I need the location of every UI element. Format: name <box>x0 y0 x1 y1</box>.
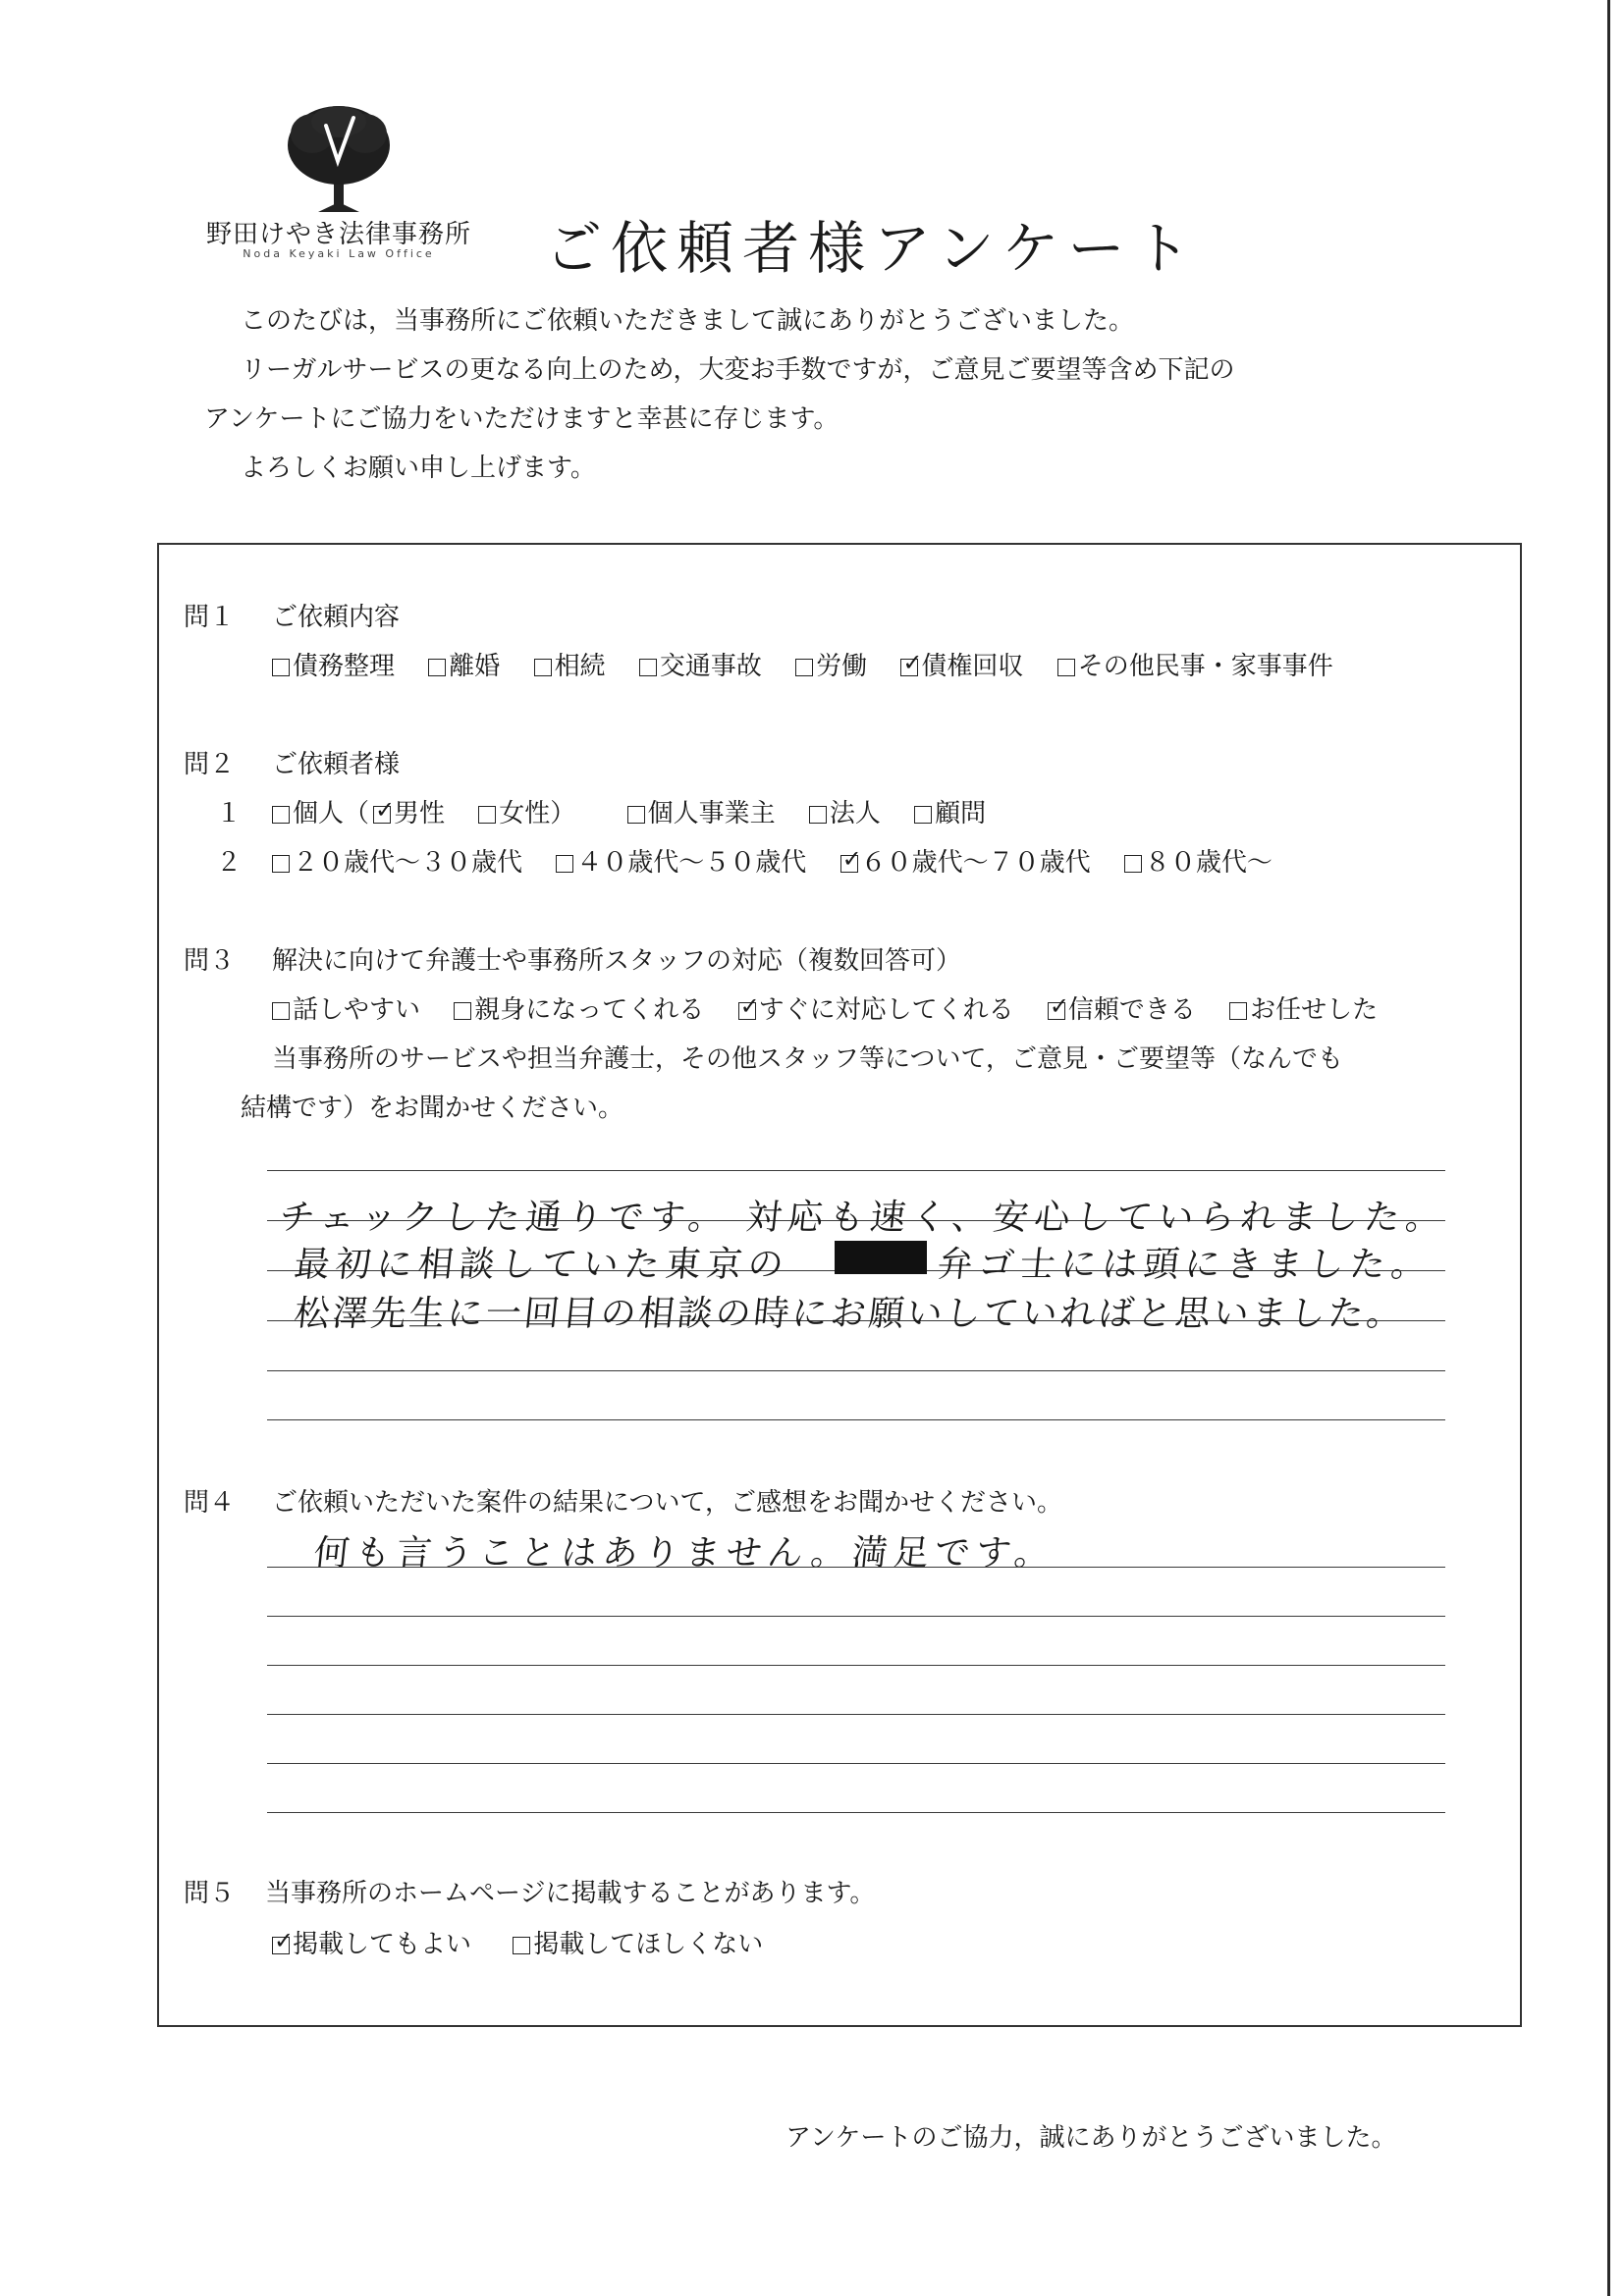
option-label: 個人事業主 <box>647 799 776 828</box>
handwritten-answer: 何も言うことはありません。満足です。 <box>311 1533 1058 1574</box>
redaction-bar <box>835 1241 927 1274</box>
option-label: ８０歳代～ <box>1144 848 1272 878</box>
option-label: 相続 <box>554 652 606 681</box>
handwritten-answer-line: 最初に相談していた東京の <box>292 1245 791 1285</box>
q2-row2-number: ２ <box>216 848 243 878</box>
q2-male[interactable] <box>373 793 445 829</box>
option-label: 労働 <box>816 652 868 681</box>
intro-line: よろしくお願い申し上げます。 <box>241 454 596 483</box>
q1-option[interactable] <box>534 646 606 682</box>
option-label: 債務整理 <box>293 652 396 681</box>
tree-logo-icon <box>283 104 395 214</box>
q1-option[interactable] <box>1057 646 1333 682</box>
option-label: 個人（ <box>293 799 370 828</box>
q2-age-option[interactable] <box>272 842 522 879</box>
q2-age-option[interactable] <box>840 842 1091 879</box>
checkbox[interactable] <box>1124 855 1142 873</box>
page-edge <box>1607 0 1610 2296</box>
q1-option[interactable] <box>900 646 1023 682</box>
q2-corp[interactable] <box>809 793 881 829</box>
option-label: 法人 <box>829 799 881 828</box>
q2-age-option[interactable] <box>556 842 806 879</box>
checkbox-checked[interactable] <box>900 659 918 676</box>
answer-rule <box>267 1665 1445 1666</box>
intro-line: このたびは，当事務所にご依頼いただきまして誠にありがとうございました。 <box>241 306 1135 336</box>
q2-individual[interactable] <box>272 793 369 829</box>
q1-option[interactable] <box>795 646 867 682</box>
option-label: その他民事・家事事件 <box>1077 652 1333 681</box>
option-label: お任せした <box>1250 995 1379 1025</box>
footer-thanks: アンケートのご協力，誠にありがとうございました。 <box>785 2123 1397 2153</box>
logo-subtitle: Noda Keyaki Law Office <box>243 247 435 260</box>
q3-number: 問３ <box>184 946 236 976</box>
option-label: 離婚 <box>449 652 501 681</box>
checkbox[interactable] <box>1229 1002 1247 1020</box>
checkbox-checked[interactable] <box>738 1002 756 1020</box>
answer-rule <box>267 1763 1445 1764</box>
q5-label: 当事務所のホームページに掲載することがあります。 <box>265 1879 876 1908</box>
checkbox[interactable] <box>795 659 813 676</box>
intro-line: アンケートにご協力をいただけますと幸甚に存じます。 <box>204 404 839 434</box>
answer-rule <box>267 1714 1445 1715</box>
q3-option[interactable] <box>272 989 420 1026</box>
checkbox[interactable] <box>272 1002 290 1020</box>
option-label: 親身になってくれる <box>474 995 705 1025</box>
checkbox[interactable] <box>454 1002 471 1020</box>
checkbox[interactable] <box>556 855 573 873</box>
answer-rule <box>267 1616 1445 1617</box>
option-label: 男性 <box>394 799 446 828</box>
q5-option[interactable] <box>272 1924 471 1960</box>
option-label: 掲載してほしくない <box>533 1930 764 1959</box>
q1-option[interactable] <box>639 646 762 682</box>
option-label: ４０歳代～５０歳代 <box>576 848 807 878</box>
option-label: 女性） <box>499 799 576 828</box>
checkbox[interactable] <box>639 659 657 676</box>
page-title: ご依頼者様アンケート <box>545 215 1200 282</box>
q1-options <box>272 646 1359 682</box>
q2-female[interactable] <box>478 793 575 829</box>
answer-rule <box>267 1812 1445 1813</box>
q3-option[interactable] <box>1229 989 1378 1026</box>
q1-number: 問１ <box>184 603 236 632</box>
q5-options <box>272 1924 788 1960</box>
checkbox-checked[interactable] <box>840 855 858 873</box>
option-label: 交通事故 <box>659 652 762 681</box>
option-label: ２０歳代～３０歳代 <box>293 848 523 878</box>
checkbox[interactable] <box>428 659 446 676</box>
intro-text <box>204 296 1235 493</box>
checkbox[interactable] <box>272 659 290 676</box>
q2-age-option[interactable] <box>1124 842 1272 879</box>
q2-row2 <box>272 842 1298 879</box>
checkbox[interactable] <box>272 855 290 873</box>
q2-sole[interactable] <box>627 793 776 829</box>
logo <box>206 96 471 263</box>
q5-option[interactable] <box>513 1924 763 1960</box>
q2-row1 <box>272 793 1011 829</box>
q3-prompt-line: 当事務所のサービスや担当弁護士，その他スタッフ等について，ご意見・ご要望等（なんでも <box>272 1044 1343 1074</box>
q2-number: 問２ <box>184 750 236 779</box>
q1-label: ご依頼内容 <box>272 603 401 632</box>
q3-option[interactable] <box>454 989 704 1026</box>
q3-prompt-line: 結構です）をお聞かせください。 <box>241 1094 624 1123</box>
checkbox-checked[interactable] <box>272 1937 290 1954</box>
checkbox[interactable] <box>914 806 932 824</box>
q3-option[interactable] <box>738 989 1014 1026</box>
option-label: 債権回収 <box>921 652 1024 681</box>
q1-option[interactable] <box>428 646 500 682</box>
handwritten-answer-line: 松澤先生に一回目の相談の時にお願いしていればと思いました。 <box>292 1294 1407 1334</box>
checkbox-checked[interactable] <box>1048 1002 1065 1020</box>
q4-number: 問４ <box>184 1488 236 1518</box>
checkbox[interactable] <box>534 659 552 676</box>
intro-line: リーガルサービスの更なる向上のため，大変お手数ですが，ご意見ご要望等含め下記の <box>241 355 1235 385</box>
handwritten-answer-line: 弁ゴ士には頭にきました。 <box>935 1245 1435 1285</box>
option-label: 掲載してもよい <box>293 1930 472 1959</box>
q2-advisor[interactable] <box>914 793 986 829</box>
option-label: ６０歳代～７０歳代 <box>860 848 1091 878</box>
q3-options <box>272 989 1378 1026</box>
q3-option[interactable] <box>1048 989 1196 1026</box>
option-label: 話しやすい <box>293 995 421 1025</box>
logo-name: 野田けやき法律事務所 <box>206 220 472 249</box>
checkbox[interactable] <box>272 806 290 824</box>
checkbox[interactable] <box>627 806 645 824</box>
option-label: 信頼できる <box>1067 995 1196 1025</box>
checkbox[interactable] <box>809 806 827 824</box>
answer-rule <box>267 1170 1445 1171</box>
q4-label: ご依頼いただいた案件の結果について，ご感想をお聞かせください。 <box>272 1488 1062 1518</box>
q3-label: 解決に向けて弁護士や事務所スタッフの対応（複数回答可） <box>272 946 962 976</box>
checkbox-checked[interactable] <box>373 806 391 824</box>
handwritten-answer-line: チェックした通りです。 対応も速く、安心していられました。 <box>277 1198 1449 1238</box>
q5-number: 問５ <box>184 1879 236 1908</box>
q2-label: ご依頼者様 <box>272 750 401 779</box>
answer-rule <box>267 1370 1445 1371</box>
checkbox[interactable] <box>1057 659 1075 676</box>
q1-option[interactable] <box>272 646 395 682</box>
option-label: 顧問 <box>935 799 987 828</box>
answer-rule <box>267 1419 1445 1420</box>
option-label: すぐに対応してくれる <box>758 995 1014 1025</box>
checkbox[interactable] <box>513 1937 530 1954</box>
answer-rule <box>267 1567 1445 1568</box>
checkbox[interactable] <box>478 806 496 824</box>
q2-row1-number: １ <box>216 799 243 828</box>
